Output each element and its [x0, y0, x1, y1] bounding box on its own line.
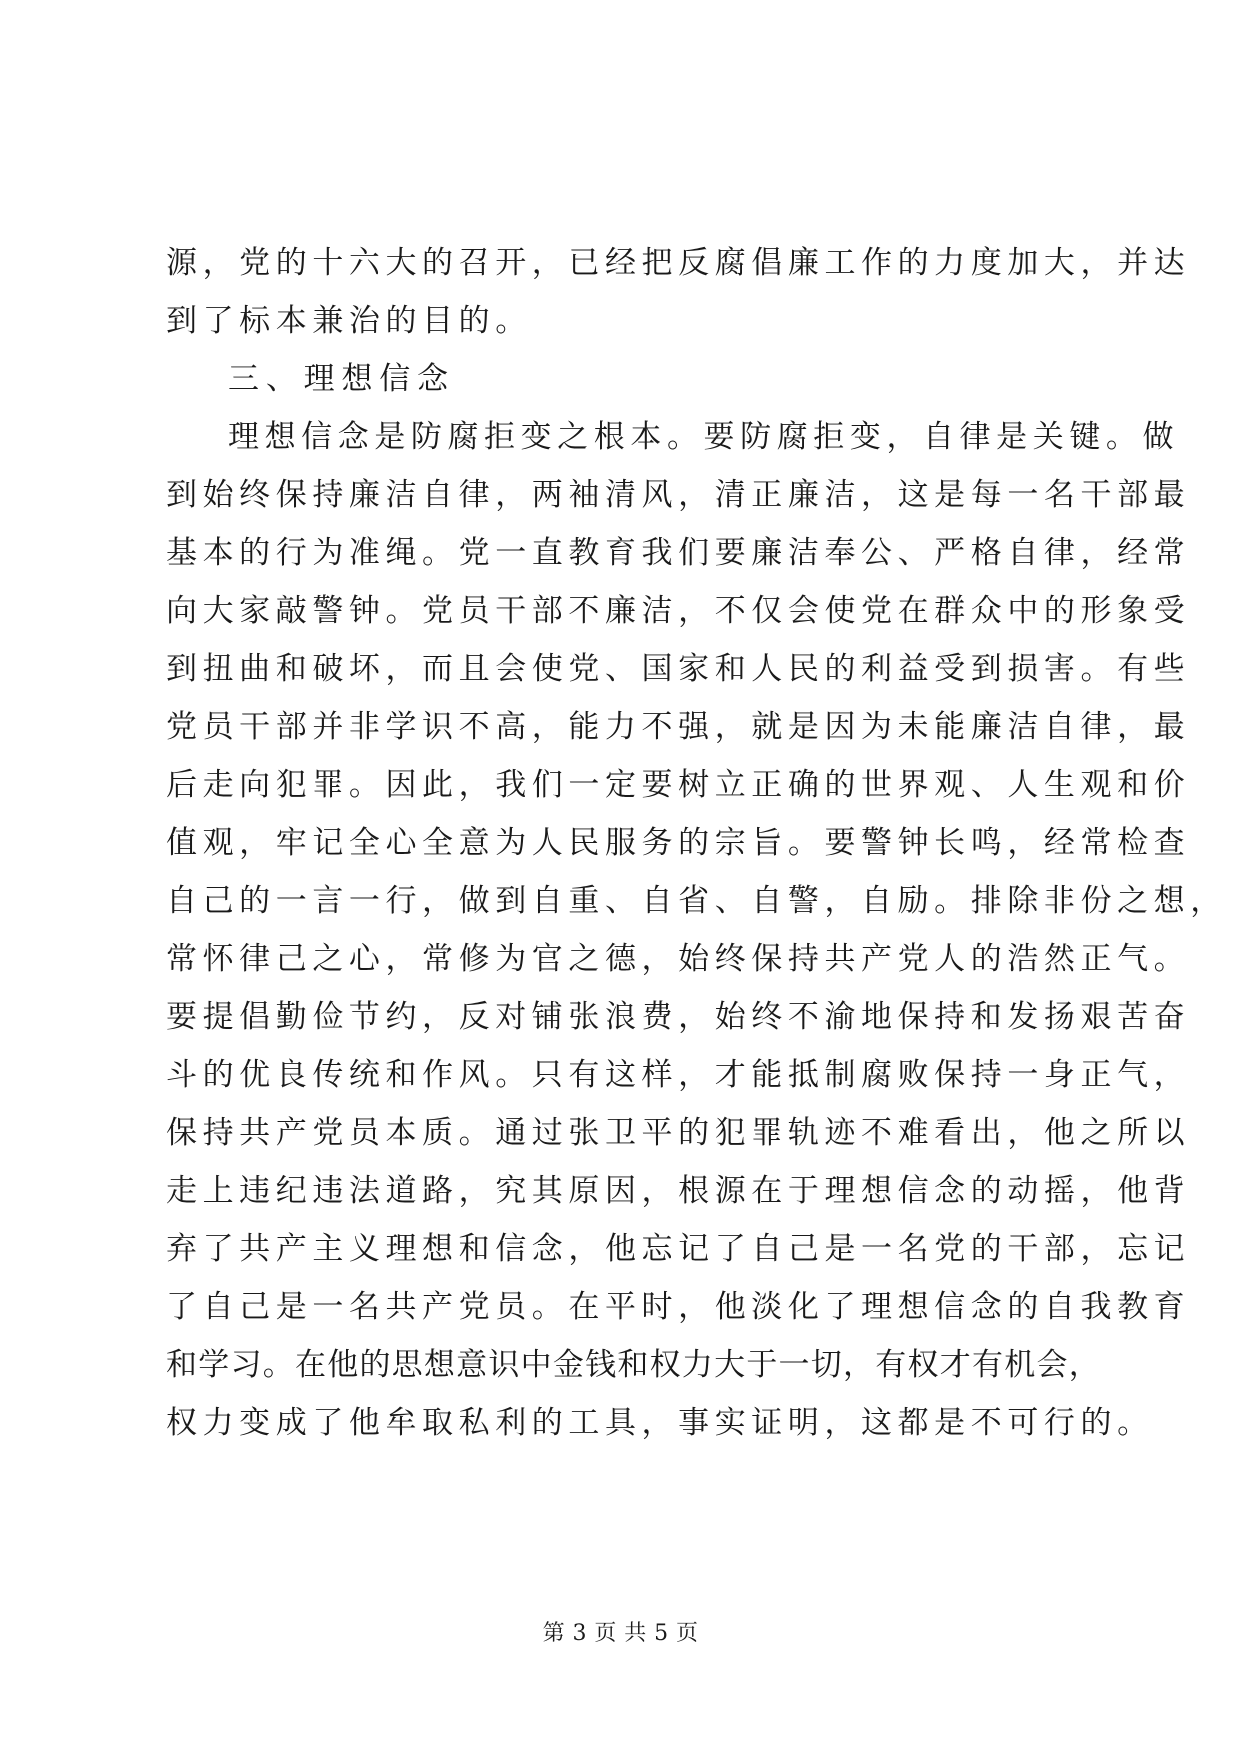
text-line: 自己的一言一行，做到自重、自省、自警，自励。排除非份之想， [166, 883, 1227, 919]
text-line: 要提倡勤俭节约，反对铺张浪费，始终不渝地保持和发扬艰苦奋 [166, 999, 1191, 1035]
text-line: 基本的行为准绳。党一直教育我们要廉洁奉公、严格自律，经常 [166, 535, 1191, 571]
text-line: 斗的优良传统和作风。只有这样，才能抵制腐败保持一身正气， [166, 1057, 1191, 1093]
text-line: 值观，牢记全心全意为人民服务的宗旨。要警钟长鸣，经常检查 [166, 825, 1191, 861]
paragraph-first-line: 理想信念是防腐拒变之根本。要防腐拒变，自律是关键。做 [228, 419, 1180, 455]
text-line: 后走向犯罪。因此，我们一定要树立正确的世界观、人生观和价 [166, 767, 1191, 803]
text-line: 党员干部并非学识不高，能力不强，就是因为未能廉洁自律，最 [166, 709, 1191, 745]
text-line: 和学习。在他的思想意识中金钱和权力大于一切，有权才有机会， [166, 1347, 1101, 1383]
text-line: 源，党的十六大的召开，已经把反腐倡廉工作的力度加大，并达 [166, 245, 1191, 281]
text-line: 弃了共产主义理想和信念，他忘记了自己是一名党的干部，忘记 [166, 1231, 1191, 1267]
section-heading: 三、理想信念 [228, 361, 455, 397]
text-line: 到扭曲和破坏，而且会使党、国家和人民的利益受到损害。有些 [166, 651, 1191, 687]
text-line: 到了标本兼治的目的。 [166, 303, 532, 339]
text-line: 权力变成了他牟取私利的工具，事实证明，这都是不可行的。 [166, 1405, 1154, 1441]
text-line: 常怀律己之心，常修为官之德，始终保持共产党人的浩然正气。 [166, 941, 1191, 977]
page-number-footer: 第 3 页 共 5 页 [542, 1621, 699, 1646]
body-text [166, 234, 1227, 1452]
text-line: 走上违纪违法道路，究其原因，根源在于理想信念的动摇，他背 [166, 1173, 1191, 1209]
text-line: 向大家敲警钟。党员干部不廉洁，不仅会使党在群众中的形象受 [166, 593, 1191, 629]
text-line: 了自己是一名共产党员。在平时，他淡化了理想信念的自我教育 [166, 1289, 1191, 1325]
text-line: 到始终保持廉洁自律，两袖清风，清正廉洁，这是每一名干部最 [166, 477, 1191, 513]
text-line: 保持共产党员本质。通过张卫平的犯罪轨迹不难看出，他之所以 [166, 1115, 1191, 1151]
